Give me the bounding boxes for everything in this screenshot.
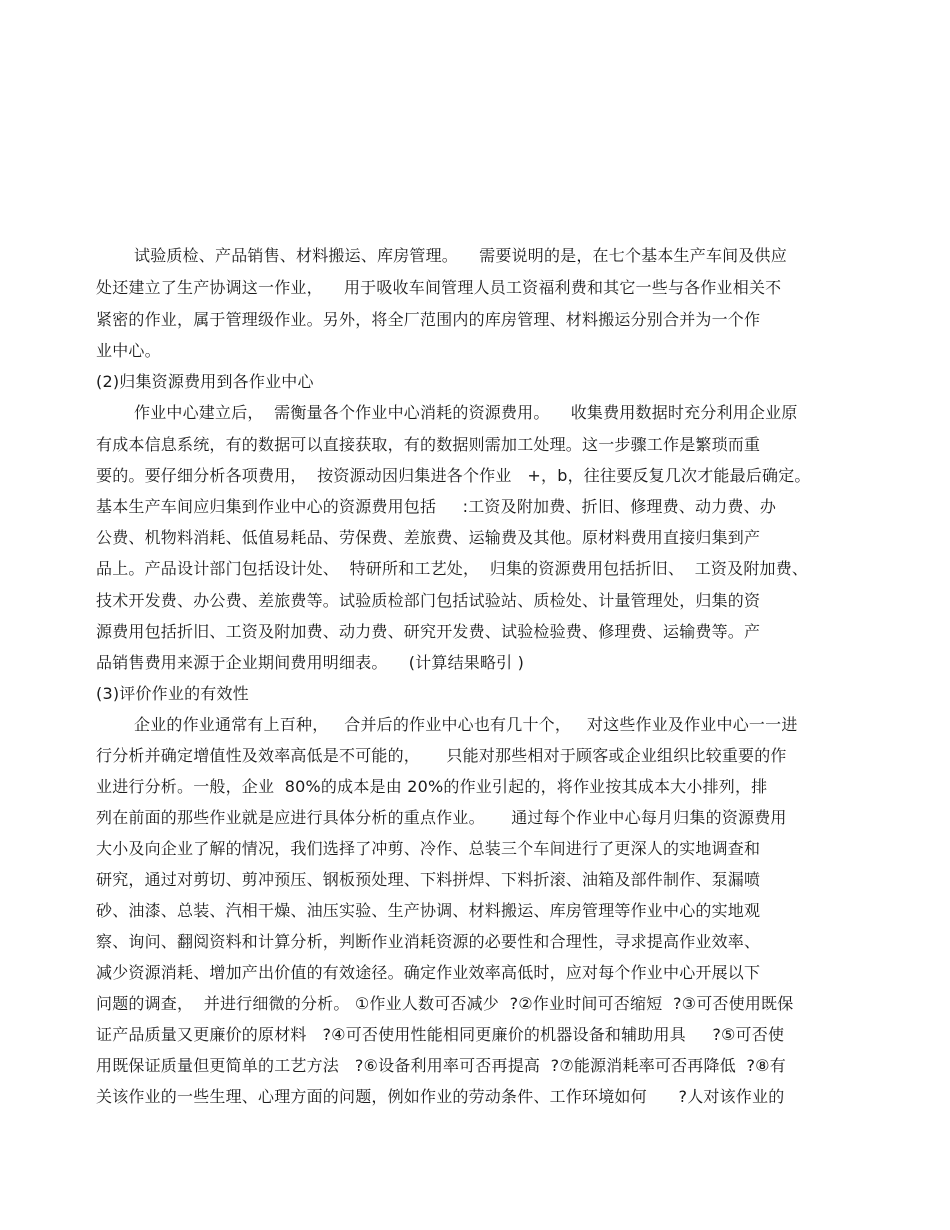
text-line: 企业的作业通常有上百种， 合并后的作业中心也有几十个， 对这些作业及作业中心一一进 [134,715,798,734]
text-line: 作业中心建立后， 需衡量各个作业中心消耗的资源费用。 收集费用数据时充分利用企业原 [134,403,798,422]
text-line: 证产品质量又更廉价的原材料 ?④可否使用性能相同更廉价的机器设备和辅助用具 ?⑤可否使 [96,1025,785,1044]
text-line: 试验质检、产品销售、材料搬运、库房管理。 需要说明的是，在七个基本生产车间及供应 [134,246,787,265]
text-line: 处还建立了生产协调这一作业， 用于吸收车间管理人员工资福利费和其它一些与各作业相关不 [96,278,782,297]
text-line: 要的。要仔细分析各项费用， 按资源动因归集进各个作业 +，b，往往要反复几次才能最后确定。 [96,466,811,485]
text-line: 减少资源消耗、增加产出价值的有效途径。确定作业效率高低时，应对每个作业中心开展以下 [96,963,761,982]
text-line: 研究，通过对剪切、剪冲预压、钢板预处理、下料拼焊、下料折滚、油箱及部件制作、泵漏喷 [96,870,761,889]
text-line: 源费用包括折旧、工资及附加费、动力费、研究开发费、试验检验费、修理费、运输费等。产 [96,622,761,641]
text-line: 业进行分析。一般，企业 80%的成本是由 20%的作业引起的，将作业按其成本大小排列，排 [96,777,768,796]
text-line: 问题的调查， 并进行细微的分析。 ①作业人数可否减少 ?②作业时间可否缩短 ?③可否使用既保 [96,994,794,1013]
text-line: 品销售费用来源于企业期间费用明细表。 (计算结果略引 ) [96,653,525,672]
text-line: 大小及向企业了解的情况，我们选择了冲剪、冷作、总装三个车间进行了更深人的实地调查和 [96,839,761,858]
text-line: 用既保证质量但更简单的工艺方法 ?⑥设备利用率可否再提高 ?⑦能源消耗率可否再降低 ?⑧有 [96,1056,786,1075]
text-line: 业中心。 [96,341,161,360]
text-line: 砂、油漆、总装、汽相干燥、油压实验、生产协调、材料搬运、库房管理等作业中心的实地观 [96,901,761,920]
text-line: 品上。产品设计部门包括设计处、 特研所和工艺处， 归集的资源费用包括折旧、 工资及附加费、 [96,559,809,578]
section-heading: (3)评价作业的有效性 [96,684,249,703]
text-line: 基本生产车间应归集到作业中心的资源费用包括 :工资及附加费、折旧、修理费、动力费、办 [96,497,777,516]
text-line: 技术开发费、办公费、差旅费等。试验质检部门包括试验站、质检处、计量管理处，归集的资 [96,591,761,610]
text-line: 行分析并确定增值性及效率高低是不可能的， 只能对那些相对于顾客或企业组织比较重要的作 [96,746,787,765]
text-line: 察、询问、翻阅资料和计算分析，判断作业消耗资源的必要性和合理性，寻求提高作业效率、 [96,932,761,951]
section-heading: (2)归集资源费用到各作业中心 [96,372,314,391]
text-line: 有成本信息系统，有的数据可以直接获取，有的数据则需加工处理。这一步骤工作是繁琐而重 [96,435,761,454]
text-line: 关该作业的一些生理、心理方面的问题，例如作业的劳动条件、工作环境如何 ?人对该作业的 [96,1087,785,1106]
text-line: 紧密的作业，属于管理级作业。另外，将全厂范围内的库房管理、材料搬运分别合并为一个作 [96,310,761,329]
text-line: 列在前面的那些作业就是应进行具体分析的重点作业。 通过每个作业中心每月归集的资源费用 [96,808,787,827]
text-line: 公费、机物料消耗、低值易耗品、劳保费、差旅费、运输费及其他。原材料费用直接归集到产 [96,528,761,547]
